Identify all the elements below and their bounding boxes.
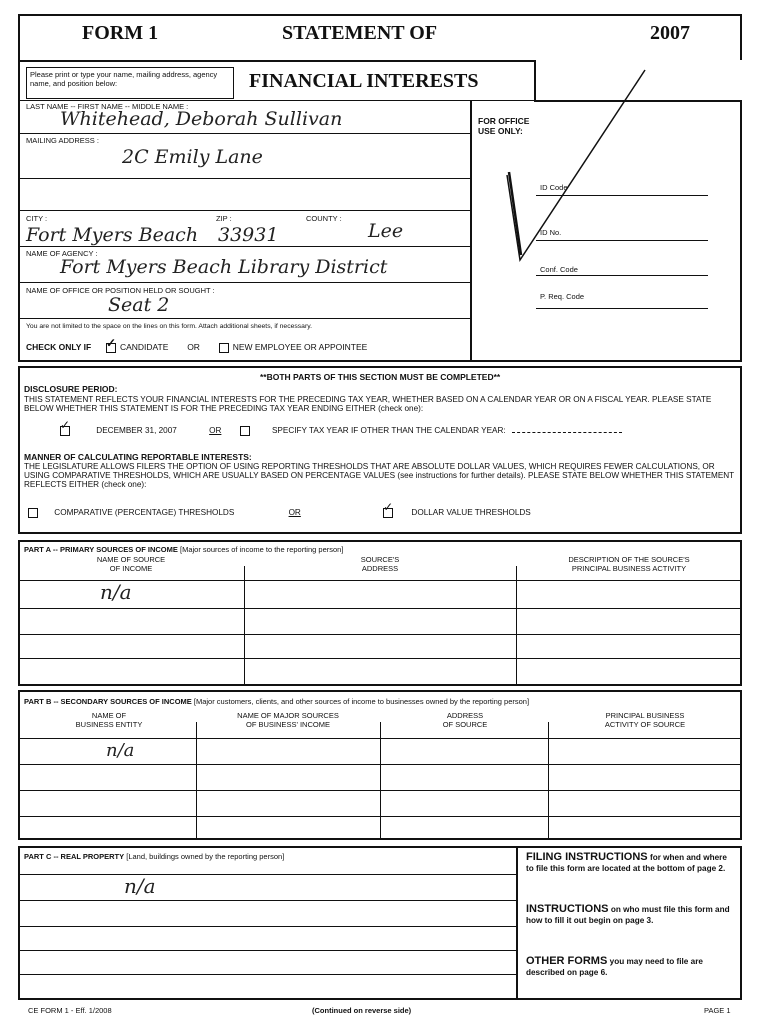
office-value[interactable]: Seat 2 [108,294,170,316]
mailing-value[interactable]: 2C Emily Lane [122,146,263,168]
county-value[interactable]: Lee [368,220,404,242]
footer-page: PAGE 1 [704,1006,731,1015]
office-use-title: FOR OFFICE USE ONLY: [478,116,530,136]
mailing-label: MAILING ADDRESS : [26,136,99,145]
part-b-col2-head: NAME OF MAJOR SOURCES OF BUSINESS' INCOME [237,711,339,729]
zip-label: ZIP : [216,214,232,223]
part-c-subtitle: [Land, buildings owned by the reporting person] [126,852,285,861]
agency-label: NAME OF AGENCY : [26,249,98,258]
p-req-code-label: P. Req. Code [540,292,585,301]
part-b-col1-head: NAME OF BUSINESS ENTITY [75,711,143,729]
both-parts-note: **BOTH PARTS OF THIS SECTION MUST BE COMPLETED** [260,372,501,382]
other-forms-note [526,956,736,978]
other-forms-text: you may need to file are described on page 6. [526,957,703,977]
instructions-text: on who must file this form and how to fill it out begin on page 3. [526,905,730,925]
new-employee-checkbox[interactable] [219,343,229,353]
dollar-label: DOLLAR VALUE THRESHOLDS [411,508,531,518]
city-label: CITY : [26,214,48,223]
dec31-checkbox[interactable] [60,426,70,436]
or-label: OR [187,342,200,352]
county-label: COUNTY : [306,214,342,223]
name-value[interactable]: Whitehead, Deborah Sullivan [60,108,343,130]
id-no-label: ID No. [540,228,562,237]
part-c-title: PART C -- REAL PROPERTY [24,852,125,861]
part-a-col2-head: SOURCE'S ADDRESS [360,555,400,573]
specify-year-label: SPECIFY TAX YEAR IF OTHER THAN THE CALENDAR YEAR: [271,426,506,436]
form-year: 2007 [650,22,690,44]
manner-title: MANNER OF CALCULATING REPORTABLE INTERESTS: [24,452,252,462]
space-note: You are not limited to the space on the lines on this form. Attach additional sheets, if necessary. [26,323,313,330]
title-line1: STATEMENT OF [282,22,438,44]
check-only-if-row [26,342,367,353]
office-checkmark-stroke [495,60,655,270]
disclosure-period-title: DISCLOSURE PERIOD: [24,384,118,394]
comparative-label: COMPARATIVE (PERCENTAGE) THRESHOLDS [54,508,235,518]
title-line2: FINANCIAL INTERESTS [245,70,483,93]
part-b-subtitle: [Major customers, clients, and other sources of income to businesses owned by the reporting person] [193,697,530,706]
name-label: LAST NAME -- FIRST NAME -- MIDDLE NAME : [26,102,189,111]
part-a-title: PART A -- PRIMARY SOURCES OF INCOME [24,545,178,554]
city-value[interactable]: Fort Myers Beach [26,224,199,246]
dec31-label: DECEMBER 31, 2007 [96,426,177,436]
part-a-col1-head: NAME OF SOURCE OF INCOME [96,555,166,573]
candidate-label: CANDIDATE [119,342,169,352]
filing-instructions-title: FILING INSTRUCTIONS [526,851,648,863]
check-only-if-label: CHECK ONLY IF [26,342,92,352]
part-b-entry[interactable]: n/a [106,740,135,761]
part-c-header [24,852,284,861]
filing-instructions-text: for when and where to file this form are located at the bottom of page 2. [526,853,727,873]
new-employee-label: NEW EMPLOYEE OR APPOINTEE [232,342,368,352]
period-or-label: OR [209,426,222,436]
print-instructions: Please print or type your name, mailing address, agency name, and position below: [26,67,234,99]
specify-year-field[interactable] [512,432,622,433]
footer-continued: (Continued on reverse side) [312,1006,412,1015]
other-forms-title: OTHER FORMS [526,955,608,967]
dollar-checkbox[interactable] [383,508,393,518]
part-b-col3-head: ADDRESS OF SOURCE [442,711,488,729]
instructions-title: INSTRUCTIONS [526,903,609,915]
manner-or-label: OR [288,508,301,518]
manner-options-row [28,508,531,518]
part-b-title: PART B -- SECONDARY SOURCES OF INCOME [24,697,192,706]
part-a-subtitle: [Major sources of income to the reporting person] [180,545,344,554]
manner-text: THE LEGISLATURE ALLOWS FILERS THE OPTION OF USING REPORTING THRESHOLDS THAT ARE ABSOLUTE DOLLAR VALUES, WHICH REQUIRES FEWER CALCULATIONS, OR USING COMPARATIVE THRESHOLDS, WHICH ARE USUALLY BASED ON PERCENTAGE VALUES (see instructions for further details). PLEASE STATE BELOW WHETHER THIS STATEMENT REFLECTS EITHER (check one): [24,462,735,489]
id-code-label: ID Code [540,183,568,192]
who-must-file-instructions [526,904,736,926]
conf-code-label: Conf. Code [540,265,578,274]
agency-value[interactable]: Fort Myers Beach Library District [60,256,388,278]
filing-instructions [526,852,736,874]
part-a-header [24,545,343,554]
period-options-row [60,426,622,436]
disclosure-period-text: THIS STATEMENT REFLECTS YOUR FINANCIAL INTERESTS FOR THE PRECEDING TAX YEAR, WHETHER BASED ON A CALENDAR YEAR OR ON A FISCAL YEAR. PLEASE STATE BELOW WHETHER THIS STATEMENT IS FOR THE PRECEDING TAX YEAR ENDING EITHER (check one): [24,395,712,413]
part-b-col4-head: PRINCIPAL BUSINESS ACTIVITY OF SOURCE [604,711,686,729]
candidate-checkbox[interactable] [106,343,116,353]
part-a-entry[interactable]: n/a [100,580,132,604]
zip-value[interactable]: 33931 [218,224,279,246]
footer-form-ref: CE FORM 1 - Eff. 1/2008 [28,1006,112,1015]
form-id: FORM 1 [82,22,159,44]
office-label: NAME OF OFFICE OR POSITION HELD OR SOUGHT : [26,286,215,295]
specify-year-checkbox[interactable] [240,426,250,436]
part-b-header [24,697,529,706]
part-c-entry[interactable]: n/a [124,874,156,898]
comparative-checkbox[interactable] [28,508,38,518]
part-a-col3-head: DESCRIPTION OF THE SOURCE'S PRINCIPAL BUSINESS ACTIVITY [568,555,690,573]
